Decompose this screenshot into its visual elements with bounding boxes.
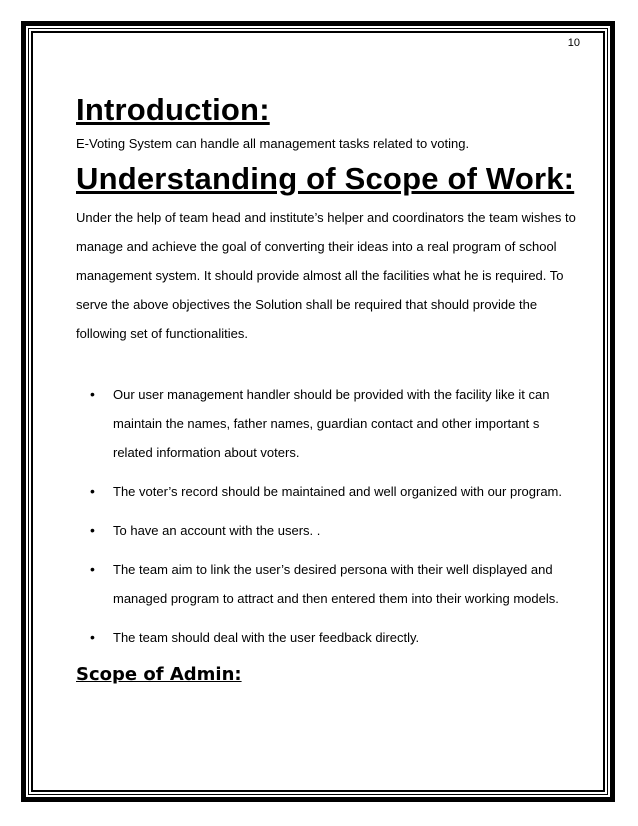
intro-text: E-Voting System can handle all management tasks related to voting. [76,136,470,151]
list-item [76,555,576,613]
bullet-icon: • [90,561,95,577]
heading-introduction: Introduction: [76,92,270,127]
scope-paragraph: Under the help of team head and institute’s helper and coordinators the team wishes to manage and achieve the goal of converting their ideas into a real program of school management system. It should provide almost all the facilities what he is required. To serve the above objectives the Solution shall be required that should provide the following set of functionalities. [76,210,576,341]
bullet-icon: • [90,629,95,645]
list-item [76,623,576,652]
bullet-icon: • [90,522,95,538]
heading-scope-of-admin: Scope of Admin: [76,664,242,685]
page-number: 10 [567,37,580,49]
list-item [76,380,576,467]
heading-scope-of-work: Understanding of Scope of Work: [76,161,575,196]
list-item [76,516,576,545]
list-item-text: The team should deal with the user feedback directly. [113,630,420,645]
page-content [76,90,576,688]
list-item [76,477,576,506]
bullet-icon: • [90,483,95,499]
list-item-text: To have an account with the users. . [113,523,321,538]
list-item-text: Our user management handler should be provided with the facility like it can maintain the names, father names, guardian contact and other important s related information about voters. [113,387,550,460]
functionality-list [76,380,576,652]
list-item-text: The team aim to link the user’s desired persona with their well displayed and managed program to attract and then entered them into their working models. [113,562,559,606]
list-item-text: The voter’s record should be maintained and well organized with our program. [113,484,562,499]
bullet-icon: • [90,386,95,402]
